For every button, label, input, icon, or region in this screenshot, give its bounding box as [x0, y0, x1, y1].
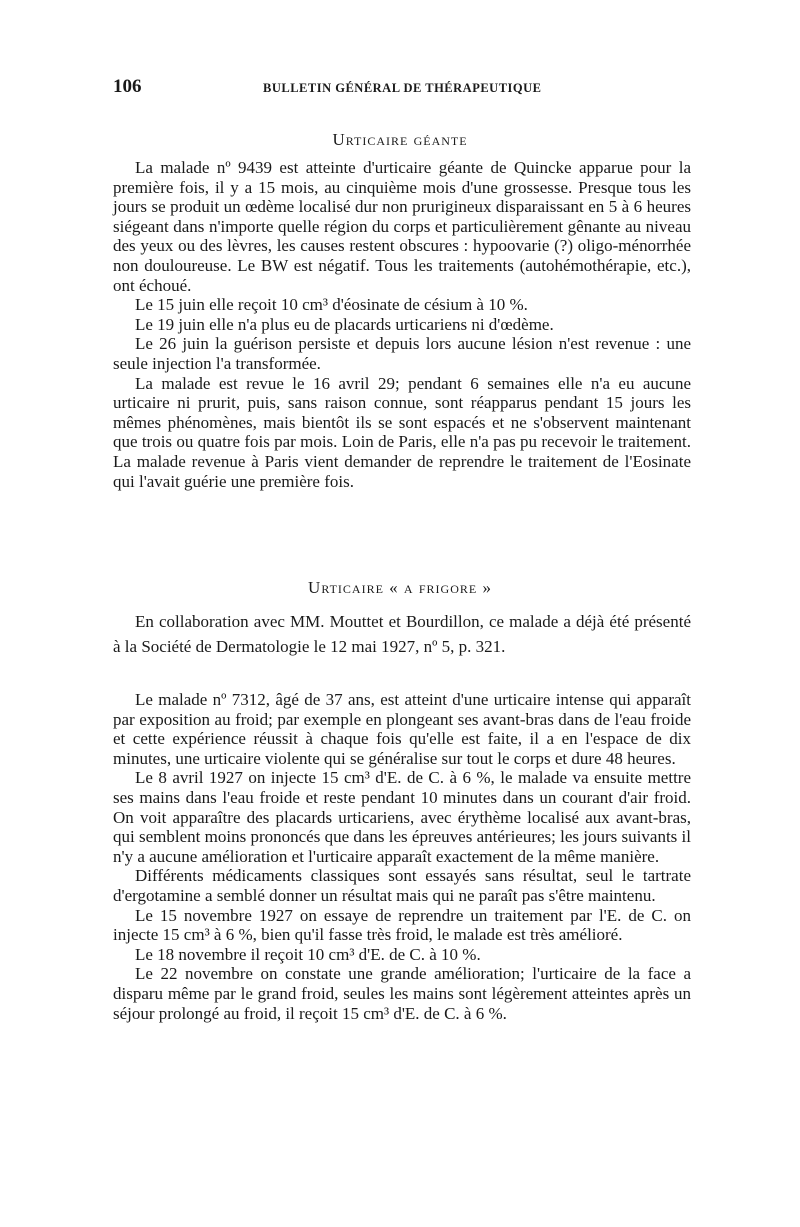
paragraph: Le 15 novembre 1927 on essaye de reprendre un traitement par l'E. de C. on injecte 15 cm³ à 6 %, bien qu'il fasse très froid, le malade est très amélioré. — [113, 905, 691, 945]
section-urticaire-a-frigore-body — [113, 690, 691, 1023]
paragraph: Le malade nº 7312, âgé de 37 ans, est atteint d'une urticaire intense qui apparaît par exposition au froid; par exemple en plongeant ses avant-bras dans de l'eau froide et cette expérience réussit à chaque fois qu'elle est faite, il a en l'espace de dix minutes, une urticaire violente qui se généralise sur tout le corps et dure 48 heures. — [113, 690, 691, 768]
page-number: 106 — [113, 76, 142, 97]
paragraph: Différents médicaments classiques sont essayés sans résultat, seul le tartrate d'ergotamine a semblé donner un résultat mais qui ne paraît pas s'être maintenu. — [113, 866, 691, 905]
paragraph: Le 22 novembre on constate une grande amélioration; l'urticaire de la face a disparu même par le grand froid, seules les mains sont légèrement atteintes après un séjour prolongé au froid, il reçoit 15 cm³ d'E. de C. à 6 %. — [113, 964, 691, 1023]
paragraph: La malade nº 9439 est atteinte d'urticaire géante de Quincke apparue pour la première fois, il y a 15 mois, au cinquième mois d'une grossesse. Presque tous les jours se produit un œdème localisé dur non prurigineux disparaissant en 5 à 6 heures siégeant dans n'importe quelle région du corps et particulièrement gênante au niveau des yeux ou des lèvres, les causes restent obscures : hypoovarie (?) oligo-ménorrhée non douloureuse. Le BW est négatif. Tous les traitements (autohémothérapie, etc.), ont échoué. — [113, 158, 691, 295]
section-urticaire-geante-body — [113, 158, 691, 491]
section-intro-collaboration — [113, 610, 691, 659]
paragraph: En collaboration avec MM. Mouttet et Bourdillon, ce malade a déjà été présenté à la Société de Dermatologie le 12 mai 1927, nº 5, p. 321. — [113, 612, 691, 656]
paragraph: Le 15 juin elle reçoit 10 cm³ d'éosinate de césium à 10 %. — [135, 295, 528, 315]
paragraph: Le 26 juin la guérison persiste et depuis lors aucune lésion n'est revenue : une seule injection l'a transformée. — [113, 334, 691, 373]
paragraph: La malade est revue le 16 avril 29; pendant 6 semaines elle n'a eu aucune urticaire ni prurit, puis, sans raison connue, sont réapparus pendant 15 jours les mêmes phénomènes, mais bientôt ils se sont espacés et ne s'observent maintenant que trois ou quatre fois par mois. Loin de Paris, elle n'a pas pu recevoir le traitement. La malade revenue à Paris vient demander de reprendre le traitement de l'Eosinate qui l'avait guérie une première fois. — [113, 373, 691, 491]
section-title-urticaire-a-frigore: Urticaire « a frigore » — [308, 578, 492, 597]
paragraph: Le 8 avril 1927 on injecte 15 cm³ d'E. de C. à 6 %, le malade va ensuite mettre ses mains dans l'eau froide et reste pendant 10 minutes dans un courant d'air froid. On voit apparaître des placards urticariens, avec érythème localisé aux avant-bras, qui semblent moins prononcés que dans les épreuves antérieures; les jours suivants il n'y a aucune amélioration et l'urticaire apparaît exactement de la même manière. — [113, 768, 691, 866]
section-title-urticaire-geante: Urticaire géante — [332, 130, 468, 149]
running-head — [113, 76, 693, 98]
journal-title: BULLETIN GÉNÉRAL DE THÉRAPEUTIQUE — [263, 81, 542, 95]
paragraph: Le 19 juin elle n'a plus eu de placards urticariens ni d'œdème. — [135, 314, 554, 334]
paragraph: Le 18 novembre il reçoit 10 cm³ d'E. de C. à 10 %. — [135, 944, 481, 964]
